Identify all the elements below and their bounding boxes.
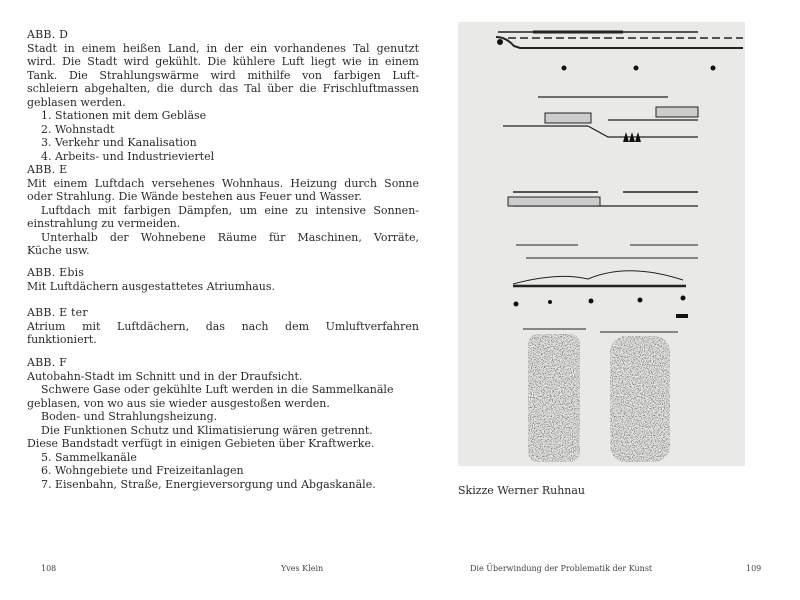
text-line: Schwere Gase oder gekühlte Luft werden in die Sammelkanäle <box>41 383 394 396</box>
section-heading: ABB. D <box>27 28 69 41</box>
text-line: Tank. Die Strahlungswärme wird mithilfe von farbigen Luft- <box>27 68 419 82</box>
page-number-left: 108 <box>41 564 57 573</box>
list-item: 2. Wohnstadt <box>41 122 115 136</box>
text-line: schleiern abgehalten, die durch das Tal über die Frischluftmassen <box>27 82 419 95</box>
list-item: 7. Eisenbahn, Straße, Energieversorgung und Abgaskanäle. <box>41 477 376 491</box>
sketch-image <box>458 22 745 466</box>
section-abb-eter <box>27 306 419 347</box>
image-caption: Skizze Werner Ruhnau <box>458 484 586 497</box>
text-line: geblasen werden. <box>27 95 126 109</box>
running-head-right: Die Überwindung der Problematik der Kunst <box>470 564 653 573</box>
section-heading: ABB. E <box>27 163 68 176</box>
text-line: Atrium mit Luftdächern, das nach dem Umluftverfahren <box>27 319 419 333</box>
text-line: Mit Luftdächern ausgestattetes Atriumhaus. <box>27 279 275 293</box>
list-item: 3. Verkehr und Kanalisation <box>41 136 197 149</box>
section-abb-f <box>27 356 419 491</box>
page-number-right: 109 <box>746 564 762 573</box>
text-line: funktioniert. <box>27 333 97 346</box>
section-heading: ABB. E ter <box>27 306 88 319</box>
text-line: einstrahlung zu vermeiden. <box>27 217 181 230</box>
text-line: Boden- und Strahlungsheizung. <box>41 410 218 423</box>
text-line: Unterhalb der Wohnebene Räume für Maschinen, Vorräte, <box>41 230 419 244</box>
text-line: Küche usw. <box>27 244 90 257</box>
text-line: geblasen, von wo aus sie wieder ausgestoßen werden. <box>27 396 330 410</box>
running-head-left: Yves Klein <box>281 564 324 573</box>
text-line: Stadt in einem heißen Land, in der ein vorhandenes Tal genutzt <box>27 41 419 55</box>
list-item: 5. Sammelkanäle <box>41 450 137 464</box>
section-abb-d <box>27 28 419 163</box>
text-line: Mit einem Luftdach versehenes Wohnhaus. Heizung durch Sonne <box>27 176 419 190</box>
section-heading: ABB. F <box>27 356 67 369</box>
text-line: wird. Die Stadt wird gekühlt. Die kühlere Luft liegt wie in einem <box>27 55 419 68</box>
list-item: 1. Stationen mit dem Gebläse <box>41 109 207 122</box>
text-line: Diese Bandstadt verfügt in einigen Gebieten über Kraftwerke. <box>27 437 375 450</box>
text-line: Die Funktionen Schutz und Klimatisierung wären getrennt. <box>41 423 373 437</box>
text-line: Autobahn-Stadt im Schnitt und in der Draufsicht. <box>27 369 303 383</box>
section-abb-e <box>27 163 419 258</box>
section-abb-ebis <box>27 266 419 293</box>
section-heading: ABB. Ebis <box>27 266 85 279</box>
list-item: 6. Wohngebiete und Freizeitanlagen <box>41 464 244 477</box>
text-line: Luftdach mit farbigen Dämpfen, um eine zu intensive Sonnen- <box>41 203 419 217</box>
list-item: 4. Arbeits- und Industrieviertel <box>41 149 215 163</box>
text-line: oder Strahlung. Die Wände bestehen aus Feuer und Wasser. <box>27 190 362 203</box>
